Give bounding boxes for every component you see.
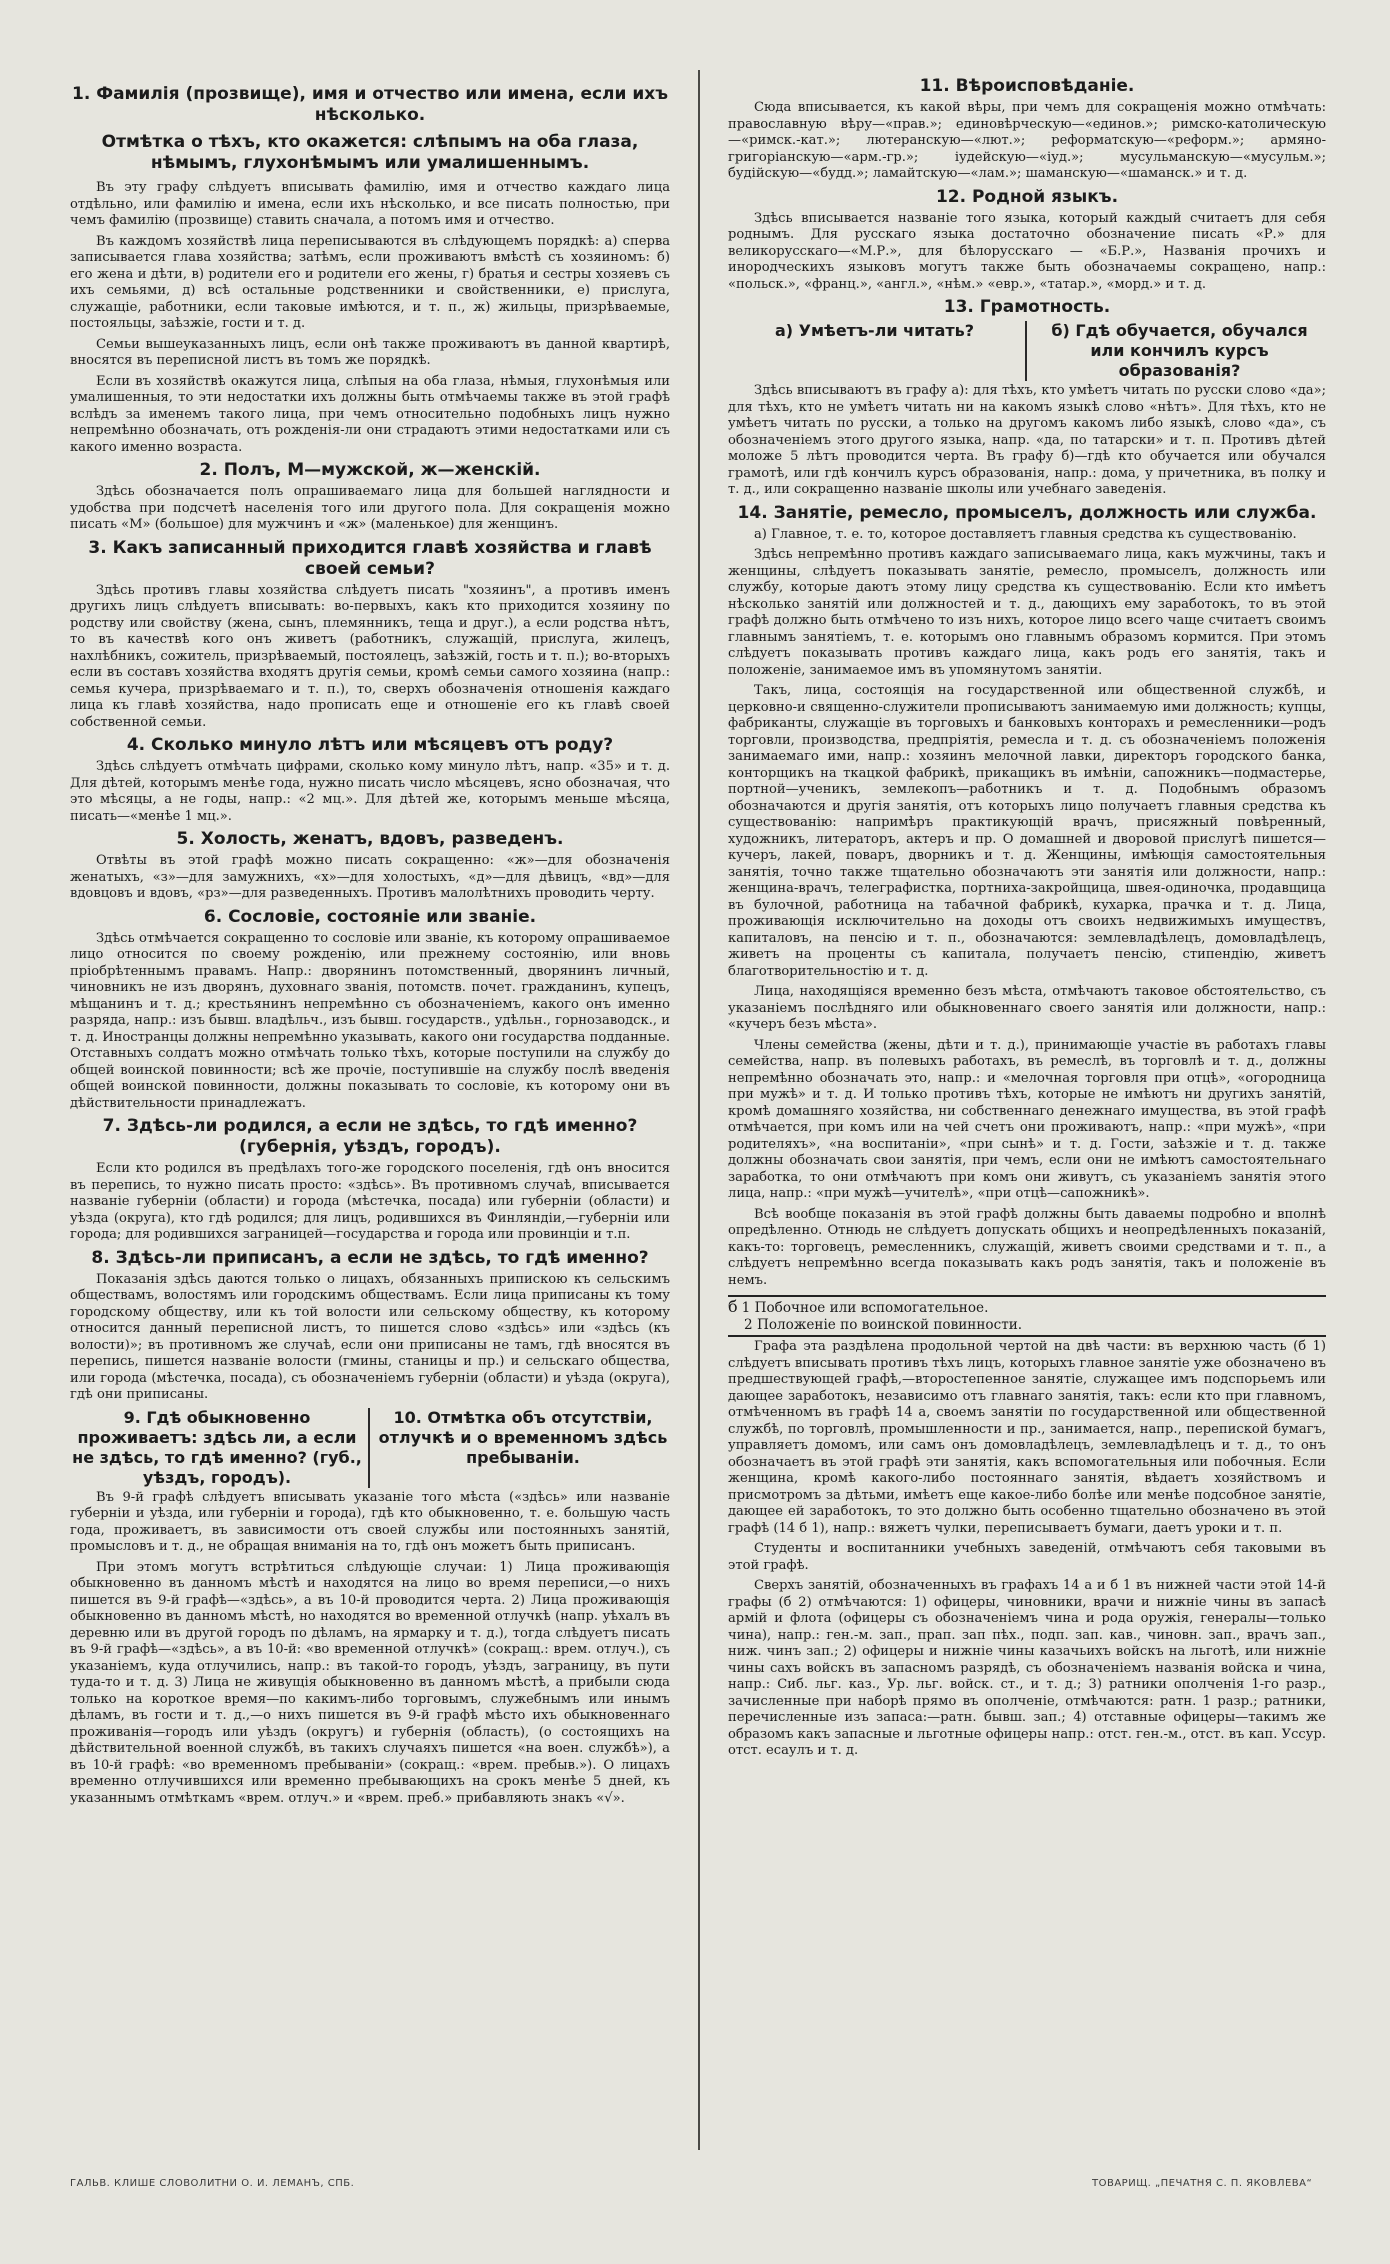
section-12-text: Здѣсь вписывается названіе того языка, который каждый считаетъ для себя роднымъ. Для русскаго языка достаточно обозначение писать «Р.» для великорусскаго—«М.Р.», для бѣлорусскаго — «Б.Р.», Названія прочихъ и инородческихъ языковъ могутъ также быть обозначаемы сокращено, напр.: «польск.», «франц.», «англ.», «нѣм.» «евр.», «татар.», «морд.» и т. д. bbox=[728, 210, 1326, 292]
section-2-text: Здѣсь обозначается полъ опрашиваемаго лица для большей наглядности и удобства при подсчетѣ населенія того или другого пола. Для сокращенія можно писать «М» (большое) для мужчинъ и «ж» (маленькое) для женщинъ. bbox=[70, 484, 670, 532]
section-7-title: 7. Здѣсь-ли родился, а если не здѣсь, то гдѣ именно? (губернія, уѣздъ, городъ). bbox=[102, 1116, 638, 1157]
section-14b-text: Студенты и воспитанники учебныхъ заведеній, отмѣчаютъ себя таковыми въ этой графѣ. bbox=[728, 1541, 1326, 1573]
section-4-text: Здѣсь слѣдуетъ отмѣчать цифрами, сколько кому минуло лѣтъ, напр. «35» и т. д. Для дѣтей, которымъ менѣе года, нужно писать число мѣсяцевъ, ясно обозначая, что это мѣсяцы, а не годы, напр.: «2 мц.». Для дѣтей же, которымъ меньше мѣсяца, писать—«менѣе 1 мц.». bbox=[70, 759, 670, 824]
section-4-title: 4. Сколько минуло лѣтъ или мѣсяцевъ отъ роду? bbox=[126, 735, 614, 755]
section-2-title: 2. Полъ, М—мужской, ж—женскій. bbox=[199, 460, 541, 480]
section-1-text: Въ каждомъ хозяйствѣ лица переписываются въ слѣдующемъ порядкѣ: а) сперва записывается глава хозяйства; затѣмъ, если проживаютъ вмѣстѣ съ хозяиномъ: б) его жена и дѣти, в) родители его и родители его жены, г) братья и сестры хозяевъ съ ихъ семьями, д) всѣ остальные родственники и свойственники, е) прислуга, служащіе, работники, если таковые имѣются, и т. п., ж) жильцы, призрѣваемые, постояльцы, заѣзжіе, гости и т. д. bbox=[70, 233, 670, 331]
section-14b-text: Графа эта раздѣлена продольной чертой на двѣ части: въ верхнюю часть (б 1) слѣдуетъ вписывать противъ тѣхъ лицъ, которыхъ главное занятіе уже обозначено въ предшествующей графѣ,—второстепенное занятіе, служащее имъ подспорьемъ или дающее заработокъ, независимо отъ главнаго занятія, такъ: если кто при главномъ, отмѣченномъ въ графѣ 14 а, своемъ занятіи по государственной или общественной службѣ, по торговлѣ, промышленности и пр., занимается, напр., перепиской бумагъ, управляетъ домомъ, или самъ онъ домовладѣлецъ, землевладѣлецъ и т. д., то онъ обозначаетъ въ этой графѣ эти занятія, какъ вспомогательныя или побочныя. Если женщина, кромѣ какого-либо постояннаго занятія, вѣдаетъ хозяйствомъ и присмотромъ за дѣтьми, имѣетъ еще какое-либо болѣе или менѣе подсобное занятіе, дающее ей заработокъ, то это должно быть особенно тщательно обозначено въ этой графѣ (14 б 1), напр.: вяжетъ чулки, переписываетъ бумаги, даетъ уроки и т. п. bbox=[728, 1339, 1326, 1536]
section-3-title: 3. Какъ записанный приходится главѣ хозяйства и главѣ своей семьи? bbox=[88, 537, 652, 579]
section-5-title: 5. Холость, женатъ, вдовъ, разведенъ. bbox=[176, 829, 564, 849]
section-14-text: Всѣ вообще показанія въ этой графѣ должны быть даваемы подробно и вполнѣ опредѣленно. Отнюдь не слѣдуетъ допускать общихъ и неопредѣленныхъ показаній, какъ-то: торговецъ, ремесленникъ, служащій, живетъ своими средствами и т. п., а слѣдуетъ непремѣнно всегда показывать какъ родъ занятія, такъ и положеніе въ немъ. bbox=[728, 1206, 1326, 1288]
section-14-text: Здѣсь непремѣнно противъ каждаго записываемаго лица, какъ мужчины, такъ и женщины, слѣдуетъ показывать занятіе, ремесло, промыселъ, должность или службу, которые даютъ этому лицу средства къ существованію. Если кто имѣетъ нѣсколько занятій или должностей и т. д., дающихъ ему заработокъ, то въ этой графѣ должно быть отмѣчено то изъ нихъ, которое лицо всего чаще считаетъ своимъ главнымъ занятіемъ, т. е. которымъ оно главнымъ образомъ кормится. При этомъ слѣдуетъ показывать противъ каждаго лица, какъ родъ его занятія, такъ и положеніе, занимаемое имъ въ упомянутомъ занятіи. bbox=[728, 547, 1326, 678]
section-9-text: Въ 9-й графѣ слѣдуетъ вписывать указаніе того мѣста («здѣсь» или названіе губерніи и уѣзда, или губерніи и города), гдѣ кто обыкновенно, т. е. большую часть года, проживаетъ, въ зависимости отъ своей службы или постоянныхъ занятій, промысловъ и т. д., не обращая вниманія на то, гдѣ онъ можетъ быть приписанъ. bbox=[70, 1489, 670, 1554]
section-13b-title: б) Гдѣ обучается, обучался или кончилъ курсъ образованія? bbox=[1051, 321, 1308, 380]
section-14b-headings bbox=[728, 1295, 1326, 1337]
section-14-title: 14. Занятіе, ремесло, промыселъ, должность или служба. bbox=[737, 502, 1317, 523]
section-13-text: Здѣсь вписываютъ въ графу а): для тѣхъ, кто умѣетъ читать по русски слово «да»; для тѣхъ, кто не умѣетъ читать ни на какомъ языкѣ слово «нѣтъ». Для тѣхъ, кто не умѣетъ читать по русски, а только на другомъ какомъ либо языкѣ, слово «да», съ обозначеніемъ этого другого языка, напр. «да, по татарски» и т. п. Противъ дѣтей моложе 5 лѣтъ проводится черта. Въ графу б)—гдѣ кто обучается или обучался грамотѣ, или гдѣ кончилъ курсъ образованія, напр.: дома, у причетника, въ полку и т. д., или сокращенно названіе школы или учебнаго заведенія. bbox=[728, 383, 1326, 497]
section-6-text: Здѣсь отмѣчается сокращенно то сословіе или званіе, къ которому опрашиваемое лицо относится по своему рожденію, или прежнему состоянію, или вновь пріобрѣтеннымъ правамъ. Напр.: дворянинъ потомственный, дворянинъ личный, чиновникъ не изъ дворянъ, духовнаго званія, потомств. почет. гражданинъ, купецъ, мѣщанинъ и т. д.; крестьянинъ непремѣнно съ обозначеніемъ, какого онъ именно разряда, напр.: изъ бывш. владѣльч., изъ бывш. государств., удѣльн., горнозаводск., и т. д. Иностранцы должны непремѣнно указывать, какого они государства подданные. Отставныхъ солдатъ можно отмѣчать только тѣхъ, которые поступили на службу до общей воинской повинности; всѣ же прочіе, поступившіе на службу послѣ введенія общей воинской повинности, должны показывать то сословіе, къ которому они въ дѣйствительности принадлежатъ. bbox=[70, 930, 670, 1111]
sections-9-10-header bbox=[70, 1408, 670, 1488]
section-14b2-title: 2 Положеніе по воинской повинности. bbox=[744, 1317, 1023, 1333]
section-7-text: Если кто родился въ предѣлахъ того-же городского поселенія, гдѣ онъ вносится въ перепись, то нужно писать просто: «здѣсь». Въ противномъ случаѣ, вписывается названіе губерніи (области) и города (мѣстечка, посада) или губерніи (области) и уѣзда (округа), кто гдѣ родился; для лицъ, родившихся въ Финляндіи,—губерніи или города; для родившихся заграницей—государства и города или провинціи и т.п. bbox=[70, 1161, 670, 1242]
section-14b-text: Сверхъ занятій, обозначенныхъ въ графахъ 14 а и б 1 въ нижней части этой 14-й графы (б 2) отмѣчаются: 1) офицеры, чиновники, врачи и нижніе чины въ запасѣ армій и флота (офицеры съ обозначеніемъ чина и рода оружія, генералы—только чина), напр.: ген.-м. зап., прап. зап пѣх., подп. зап. кав., чиновн. зап., врачъ зап., ниж. чинъ зап.; 2) офицеры и нижніе чины казачьихъ войскъ на льготѣ, или нижніе чины сахъ войскъ въ запасномъ разрядѣ, съ обозначеніемъ названія войска и чина, напр.: Сиб. льг. каз., Ур. льг. войск. ст., и т. д.; 3) ратники ополченія 1-го разр., зачисленные при наборѣ прямо въ ополченіе, отмѣчаются: ратн. 1 разр.; ратники, перечисленные изъ запаса:—ратн. бывш. зап.; 4) отставные офицеры—такимъ же образомъ какъ запасные и льготные офицеры напр.: отст. ген.-м., отст. въ кап. Уссур. отст. есаулъ и т. д. bbox=[728, 1578, 1326, 1758]
section-13-title: 13. Грамотность. bbox=[943, 297, 1111, 317]
section-5-text: Отвѣты въ этой графѣ можно писать сокращенно: «ж»—для обозначенія женатыхъ, «з»—для замужнихъ, «х»—для холостыхъ, «д»—для дѣвицъ, «вд»—для вдовцовъ и вдовъ, «рз»—для разведенныхъ. Противъ малолѣтнихъ проводить черту. bbox=[70, 853, 670, 901]
column-divider bbox=[698, 70, 700, 2150]
section-14a-heading: а) Главное, т. е. то, которое доставляетъ главныя средства къ существованію. bbox=[754, 526, 1297, 542]
section-11-text: Сюда вписывается, къ какой вѣры, при чемъ для сокращенія можно отмѣчать: православную вѣру—«прав.»; единовѣрческую—«единов.»; римско-католическую—«римск.-кат.»; лютеранскую—«лют.»; реформатскую—«реформ.»; армяно-григоріанскую—«арм.-гр.»; іудейскую—«іуд.»; мусульманскую—«мусульм.»; будійскую—«будд.»; ламайтскую—«лам.»; шаманскую—«шаманск.» и т. д. bbox=[728, 100, 1326, 181]
b-mark: б bbox=[728, 1297, 738, 1316]
section-9-title: 9. Гдѣ обыкновенно проживаетъ: здѣсь ли, а если не здѣсь, то гдѣ именно? (губ., уѣздъ, городъ). bbox=[70, 1408, 370, 1488]
section-13a-title: а) Умѣетъ-ли читать? bbox=[728, 321, 1027, 381]
section-8-text: Показанія здѣсь даются только о лицахъ, обязанныхъ припискою къ сельскимъ обществамъ, волостямъ или городскимъ обществамъ. Если лица приписаны къ тому городскому обществу, или къ той волости или сельскому обществу, къ которому относится данный переписной листъ, то пишется слово «здѣсь» или «здѣсь (къ волости)»; въ противномъ же случаѣ, если они приписаны не тамъ, гдѣ вносятся въ перепись, пишется названіе волости (гмины, станицы и пр.) и сельскаго общества, или города (мѣстечка, посада), съ обозначеніемъ губерніи (области) и уѣзда (округа), гдѣ они приписаны. bbox=[70, 1271, 670, 1402]
section-14b1-title: 1 Побочное или вспомогательное. bbox=[741, 1300, 989, 1316]
section-14-text: Лица, находящіяся временно безъ мѣста, отмѣчаютъ таковое обстоятельство, съ указаніемъ послѣдняго или обыкновеннаго своего занятія или должности, напр.: «кучеръ безъ мѣста». bbox=[728, 984, 1326, 1032]
section-1-text: Семьи вышеуказанныхъ лицъ, если онѣ также проживаютъ въ данной квартирѣ, вносятся въ переписной листъ въ томъ же порядкѣ. bbox=[70, 336, 670, 368]
left-column bbox=[70, 84, 670, 2144]
section-10-title: 10. Отмѣтка объ отсутствіи, отлучкѣ и о временномъ здѣсь пребываніи. bbox=[378, 1407, 668, 1467]
section-13-subheader bbox=[728, 321, 1326, 381]
section-1-subtitle: Отмѣтка о тѣхъ, кто окажется: слѣпымъ на оба глаза, нѣмымъ, глухонѣмымъ или умалишеннымъ. bbox=[101, 132, 639, 173]
right-column bbox=[728, 72, 1326, 2152]
printer-credit-right: ТОВАРИЩ. „ПЕЧАТНЯ С. П. ЯКОВЛЕВА“ bbox=[1092, 2178, 1313, 2189]
section-8-title: 8. Здѣсь-ли приписанъ, а если не здѣсь, то гдѣ именно? bbox=[91, 1247, 649, 1268]
printer-credit-left: ГАЛЬВ. КЛИШЕ СЛОВОЛИТНИ О. И. ЛЕМАНЪ, СПБ. bbox=[70, 2178, 355, 2189]
section-12-title: 12. Родной языкъ. bbox=[935, 186, 1119, 207]
section-6-title: 6. Сословіе, состояніе или званіе. bbox=[203, 906, 537, 927]
section-14-text: Такъ, лица, состоящія на государственной или общественной службѣ, и церковно-и священно-служители прописываютъ занимаемую ими должность; купцы, фабриканты, служащіе въ торговыхъ и банковыхъ конторахъ и ремесленники—родъ торговли, производства, предпріятія, ремесла и т. д. съ обозначеніемъ положенія занимаемаго ими, напр.: хозяинъ мелочной лавки, директоръ городского банка, конторщикъ на ткацкой фабрикѣ, прикащикъ въ имѣніи, сапожникъ—подмастерье, портной—ученикъ, землекопъ—работникъ и т. д. Подобнымъ образомъ обозначаются и другія занятія, отъ которыхъ лицо получаетъ главныя средства къ существованію: напримѣръ практикующій врачъ, присяжный повѣренный, художникъ, литераторъ, актеръ и пр. О домашней и дворовой прислугѣ пишется—кучеръ, лакей, поваръ, дворникъ и т. д. Женщины, имѣющія самостоятельныя занятія, точно также тщательно обозначаютъ эти занятія или должности, напр.: женщина-врачъ, телеграфистка, портниха-закройщица, швея-одиночка, продавщица въ булочной, работница на табачной фабрикѣ, кухарка, прачка и т. д. Лица, проживающія исключительно на доходы отъ своихъ недвижимыхъ имуществъ, капиталовъ, на пенсію и т. п., обозначаются: землевладѣлецъ, домовладѣлецъ, живетъ на проценты съ капитала, получаетъ пенсію, стипендію, живетъ благотворительностію и т. д. bbox=[728, 683, 1326, 979]
section-1-text: Въ эту графу слѣдуетъ вписывать фамилію, имя и отчество каждаго лица отдѣльно, или фамилію и имена, если ихъ нѣсколько, и все писать полностью, при чемъ фамилію (прозвище) ставить сначала, а потомъ имя и отчество. bbox=[70, 180, 670, 228]
section-9-text: При этомъ могутъ встрѣтиться слѣдующіе случаи: 1) Лица проживающія обыкновенно въ данномъ мѣстѣ и находятся на лицо во время переписи,—о нихъ пишется въ 9-й графѣ—«здѣсь», а въ 10-й проводится черта. 2) Лица проживающія обыкновенно въ данномъ мѣстѣ, но находятся во временной отлучкѣ (напр. уѣхалъ въ деревню или въ другой городъ по дѣламъ, на ярмарку и т. д.), тогда слѣдуетъ писать въ 9-й графѣ—«здѣсь», а въ 10-й: «во временной отлучкѣ» (сокращ.: врем. отлуч.), съ указаніемъ, куда отлучились, напр.: въ такой-то городъ, уѣздъ, заграницу, въ пути туда-то и т. д. 3) Лица не живущія обыкновенно въ данномъ мѣстѣ, а прибыли сюда только на короткое время—по какимъ-либо торговымъ, служебнымъ или инымъ дѣламъ, въ гости и т. д.,—о нихъ пишется въ 9-й графѣ мѣсто ихъ обыкновеннаго проживанія—городъ или уѣздъ (округъ) и губернія (область), (о состоящихъ на дѣйствительной военной службѣ, въ такихъ случаяхъ пишется «на воен. службѣ»), а въ 10-й графѣ: «во временномъ пребываніи» (сокращ.: «врем. пребыв.»). О лицахъ временно отлучившихся или временно пребывающихъ на срокъ менѣе 5 дней, къ указаннымъ отмѣткамъ «врем. отлуч.» и «врем. преб.» прибавляють знакъ «√». bbox=[70, 1559, 670, 1806]
section-1-title: 1. Фамилія (прозвище), имя и отчество или имена, если ихъ нѣсколько. bbox=[72, 84, 668, 125]
section-1-text: Если въ хозяйствѣ окажутся лица, слѣпыя на оба глаза, нѣмыя, глухонѣмыя или умалишенныя, то эти недостатки ихъ должны быть отмѣчаемы также въ этой графѣ вслѣдъ за именемъ такого лица, при чемъ относительно подобныхъ лицъ нужно непремѣнно обозначать, отъ рожденія-ли они страдаютъ этими недостатками или съ какого именно возраста. bbox=[70, 373, 670, 455]
section-3-text: Здѣсь противъ главы хозяйства слѣдуетъ писать "хозяинъ", а противъ именъ другихъ лицъ слѣдуетъ вписывать: во-первыхъ, какъ кто приходится хозяину по родству или свойству (жена, сынъ, племянникъ, теща и друг.), а если родства нѣтъ, то въ качествѣ кого онъ живетъ (работникъ, служащій, прислуга, жилецъ, нахлѣбникъ, сожитель, призрѣваемый, постоялецъ, заѣзжій, гость и т. п.); во-вторыхъ если въ составъ хозяйства входятъ другія семьи, кромѣ семьи самого хозяина (напр.: семья кучера, призрѣваемаго и т. п.), то, сверхъ обозначенія отношенія каждаго лица къ главѣ хозяйства, надо прописать еще и отношеніе его къ главѣ своей собственной семьи. bbox=[70, 582, 670, 730]
section-11-title: 11. Вѣроисповѣданіе. bbox=[919, 76, 1135, 96]
section-14-text: Члены семейства (жены, дѣти и т. д.), принимающіе участіе въ работахъ главы семейства, напр. въ полевыхъ работахъ, въ ремеслѣ, въ торговлѣ и т. д., должны непремѣнно обозначать это, напр.: и «мелочная торговля при отцѣ», «огородница при мужѣ» и т. д. И только противъ тѣхъ, которые не имѣютъ ни другихъ занятій, кромѣ домашняго хозяйства, ни собственнаго денежнаго имущества, въ этой графѣ отмѣчается, при комъ или на чей счетъ они проживаютъ, напр.: «при мужѣ», «при родителяхъ», «на воспитаніи», «при сынѣ» и т. д. Гости, заѣзжіе и т. д. также должны обозначать свои занятія, при чемъ, если они не имѣютъ самостоятельнаго заработка, то они отмѣчаютъ при комъ они живутъ, съ указаніемъ занятія этого лица, напр.: «при мужѣ—учителѣ», «при отцѣ—сапожникѣ». bbox=[728, 1037, 1326, 1201]
